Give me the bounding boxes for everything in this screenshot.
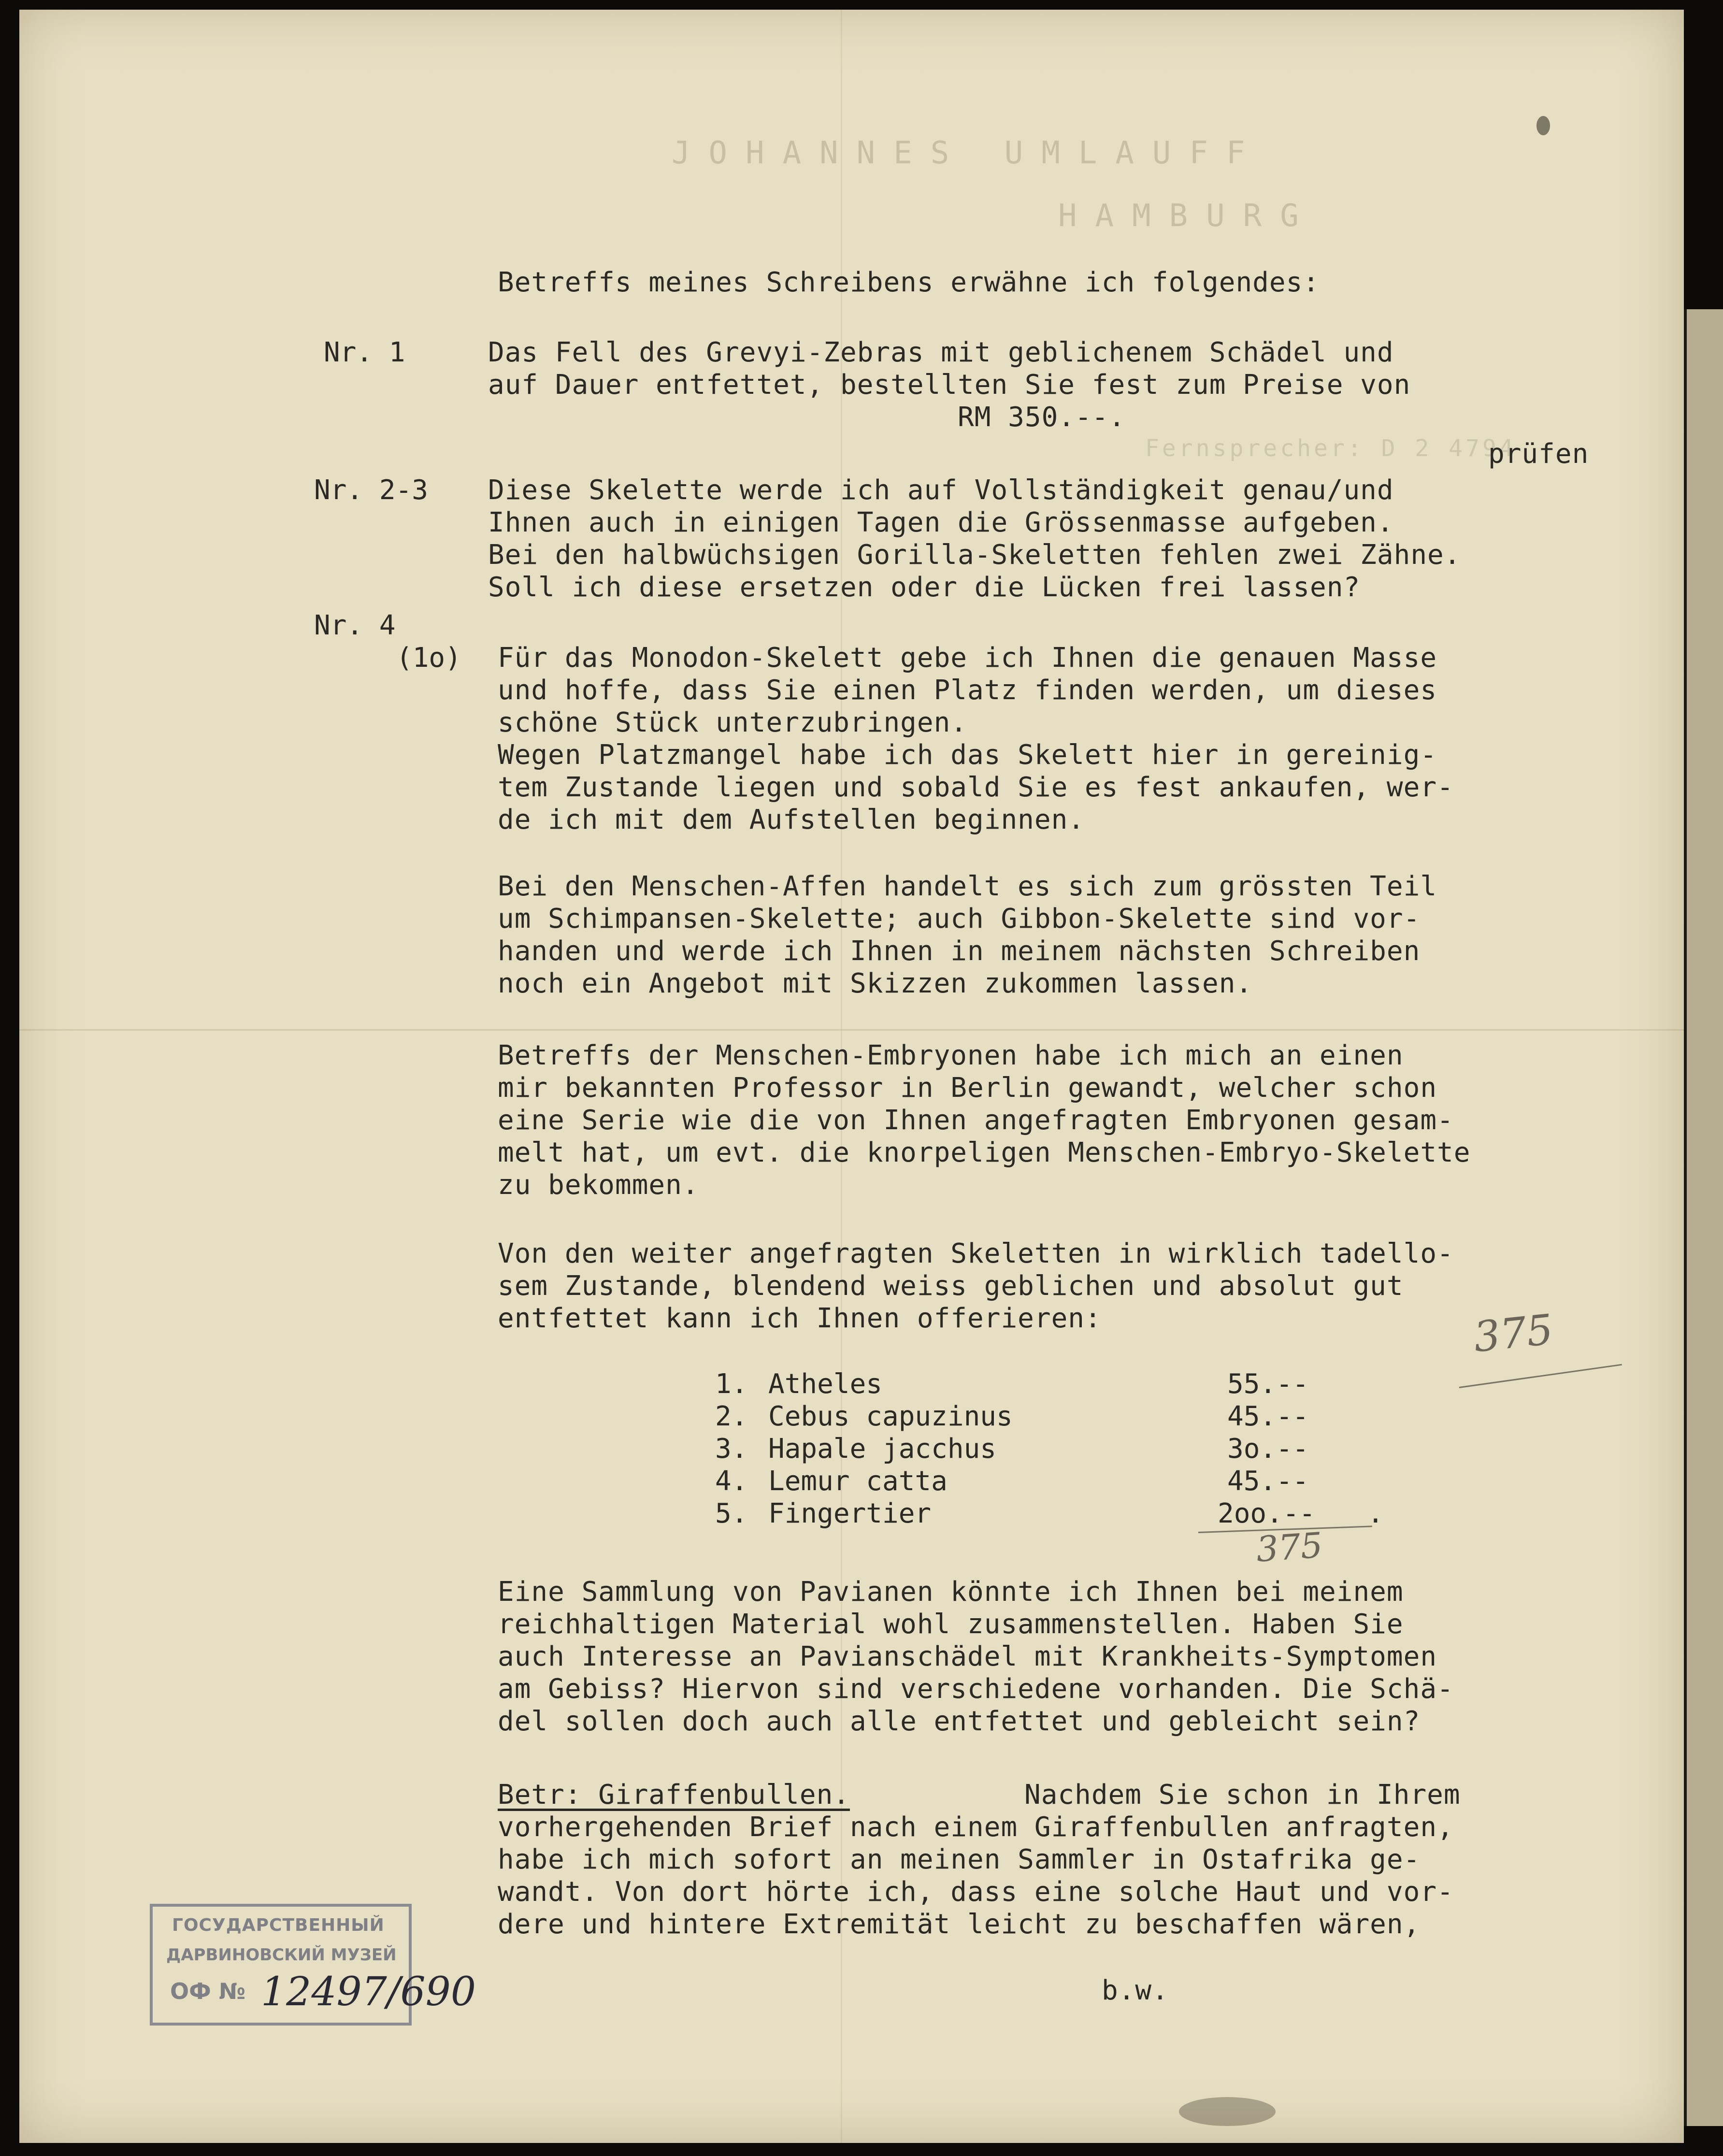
ink-spot-icon <box>1536 116 1550 135</box>
intro-line: Betreffs meines Schreibens erwähne ich folgendes: <box>498 267 1320 298</box>
para-offer-line-2: sem Zustande, blendend weiss geblichen und absolut gut <box>498 1270 1404 1302</box>
item-label-nr2-3: Nr. 2-3 <box>314 474 429 506</box>
item-nr4-line-5: tem Zustande liegen und sobald Sie es fest ankaufen, wer- <box>498 772 1454 803</box>
ghost-letterhead-phone: Fernsprecher: D 2 4794 <box>1145 435 1516 462</box>
offer-name-2: Cebus capuzinus <box>768 1401 1013 1432</box>
para-paviane-line-1: Eine Sammlung von Pavianen könnte ich Ihnen bei meinem <box>498 1576 1404 1608</box>
para-affen-line-2: um Schimpansen-Skelette; auch Gibbon-Skelette sind vor- <box>498 903 1421 934</box>
item-sublabel-nr4: (1o) <box>396 642 461 674</box>
offer-num-4: 4. <box>715 1466 748 1497</box>
para-embryo-line-3: eine Serie wie die von Ihnen angefragten Embryonen gesam- <box>498 1105 1454 1136</box>
offer-price-2: 45.-- <box>1227 1401 1309 1432</box>
underlying-sheet-edge <box>1684 309 1723 2126</box>
item-nr4-line-6: de ich mit dem Aufstellen beginnen. <box>498 804 1085 835</box>
item-label-nr1: Nr. 1 <box>324 337 405 368</box>
stamp-inventory-number: 12497/690 <box>261 1969 476 2015</box>
letter-page <box>19 10 1684 2143</box>
item-nr1-line-3: RM 350.--. <box>488 402 1126 433</box>
item-nr4-line-3: schöne Stück unterzubringen. <box>498 707 968 738</box>
stamp-line-3: ОФ № <box>170 1978 246 2004</box>
pencil-total-upper: 375 <box>1471 1305 1555 1362</box>
page-turn-note: b.w. <box>1102 1975 1169 2006</box>
offer-price-1: 55.-- <box>1227 1368 1309 1400</box>
item-nr2-line-2: Ihnen auch in einigen Tagen die Grössenmasse aufgeben. <box>488 507 1394 538</box>
para-affen-line-3: handen und werde ich Ihnen in meinem nächsten Schreiben <box>498 935 1421 967</box>
item-label-nr4: Nr. 4 <box>314 610 396 641</box>
para-offer-line-1: Von den weiter angefragten Skeletten in wirklich tadello- <box>498 1238 1454 1269</box>
giraffe-line-3: wandt. Von dort hörte ich, dass eine solche Haut und vor- <box>498 1876 1454 1908</box>
para-paviane-line-5: del sollen doch auch alle entfettet und gebleicht sein? <box>498 1706 1421 1737</box>
giraffe-heading: Betr: Giraffenbullen. <box>498 1779 850 1811</box>
item-nr2-line-3: Bei den halbwüchsigen Gorilla-Skeletten fehlen zwei Zähne. <box>488 539 1461 571</box>
item-nr4-line-4: Wegen Platzmangel habe ich das Skelett hier in gereinig- <box>498 739 1437 771</box>
para-embryo-line-1: Betreffs der Menschen-Embryonen habe ich mich an einen <box>498 1040 1404 1071</box>
item-nr2-insert: prüfen <box>1488 438 1589 470</box>
para-paviane-line-3: auch Interesse an Pavianschädel mit Krankheits-Symptomen <box>498 1641 1437 1672</box>
para-embryo-line-4: melt hat, um evt. die knorpeligen Menschen-Embryo-Skelette <box>498 1137 1471 1168</box>
offer-price-4: 45.-- <box>1227 1466 1309 1497</box>
giraffe-line-1: vorhergehenden Brief nach einem Giraffenbullen anfragten, <box>498 1811 1454 1843</box>
para-paviane-line-2: reichhaltigen Material wohl zusammenstellen. Haben Sie <box>498 1609 1404 1640</box>
ghost-letterhead-city: HAMBURG <box>1058 198 1317 234</box>
para-embryo-line-2: mir bekannten Professor in Berlin gewandt, welcher schon <box>498 1072 1437 1104</box>
item-nr4-line-2: und hoffe, dass Sie einen Platz finden werden, um dieses <box>498 675 1437 706</box>
stamp-line-1: ГОСУДАРСТВЕННЫЙ <box>172 1915 385 1935</box>
para-offer-line-3: entfettet kann ich Ihnen offerieren: <box>498 1303 1102 1334</box>
item-nr1-line-2: auf Dauer entfettet, bestellten Sie fest zum Preise von <box>488 369 1411 401</box>
offer-name-1: Atheles <box>768 1368 883 1400</box>
offer-price-5: 2oo.-- <box>1218 1498 1316 1529</box>
stain-mark <box>1179 2097 1276 2126</box>
offer-list-end: . <box>1367 1498 1384 1529</box>
offer-name-5: Fingertier <box>768 1498 932 1529</box>
pencil-underline-upper <box>1459 1364 1622 1388</box>
para-affen-line-1: Bei den Menschen-Affen handelt es sich zum grössten Teil <box>498 871 1437 902</box>
para-affen-line-4: noch ein Angebot mit Skizzen zukommen lassen. <box>498 968 1253 999</box>
item-nr2-line-4: Soll ich diese ersetzen oder die Lücken frei lassen? <box>488 572 1361 603</box>
giraffe-first: Nachdem Sie schon in Ihrem <box>1024 1779 1461 1811</box>
item-nr4-line-1: Für das Monodon-Skelett gebe ich Ihnen die genauen Masse <box>498 642 1437 674</box>
item-nr1-line-1: Das Fell des Grevyi-Zebras mit geblichenem Schädel und <box>488 337 1394 368</box>
pencil-total-lower: 375 <box>1255 1524 1324 1570</box>
para-embryo-line-5: zu bekommen. <box>498 1169 699 1201</box>
offer-num-1: 1. <box>715 1368 748 1400</box>
fold-crease-horizontal <box>19 1029 1684 1031</box>
offer-num-5: 5. <box>715 1498 748 1529</box>
ghost-letterhead-name: JOHANNES UMLAUFF <box>672 135 1264 171</box>
offer-price-3: 3o.-- <box>1227 1433 1309 1465</box>
stamp-line-2: ДАРВИНОВСКИЙ МУЗЕЙ <box>166 1945 397 1965</box>
offer-name-4: Lemur catta <box>768 1466 948 1497</box>
offer-num-3: 3. <box>715 1433 748 1465</box>
offer-name-3: Hapale jacchus <box>768 1433 997 1465</box>
para-paviane-line-4: am Gebiss? Hiervon sind verschiedene vorhanden. Die Schä- <box>498 1673 1454 1705</box>
item-nr2-line-1: Diese Skelette werde ich auf Vollständigkeit genau/und <box>488 474 1394 506</box>
giraffe-line-4: dere und hintere Extremität leicht zu beschaffen wären, <box>498 1909 1421 1940</box>
giraffe-line-2: habe ich mich sofort an meinen Sammler in Ostafrika ge- <box>498 1844 1421 1875</box>
offer-num-2: 2. <box>715 1401 748 1432</box>
